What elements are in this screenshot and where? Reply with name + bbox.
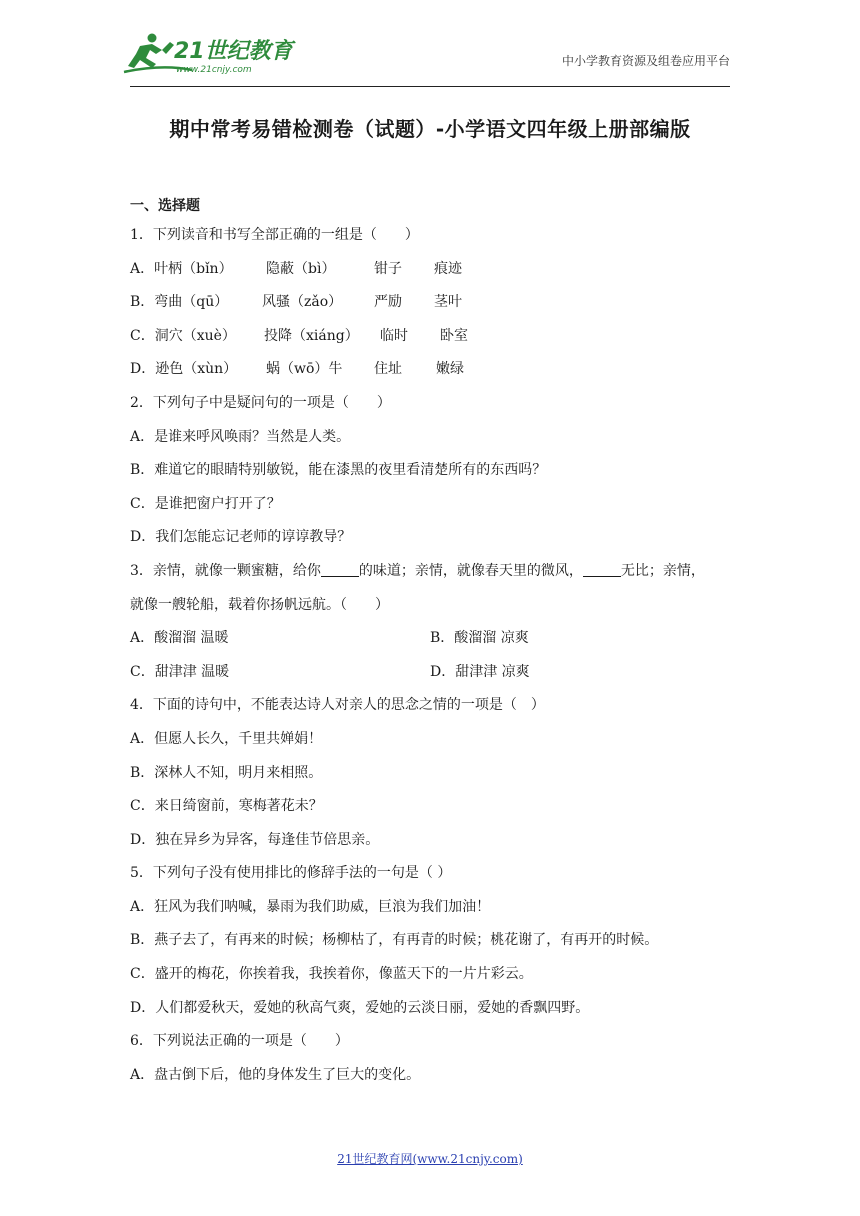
question-3-option-d[interactable]: D．甜津津 凉爽 xyxy=(430,663,530,680)
question-5-stem: 5．下列句子没有使用排比的修辞手法的一句是（ ） xyxy=(130,865,452,882)
question-3-stem-line-2: 就像一艘轮船，载着你扬帆远航。（ ） xyxy=(130,596,389,613)
option-text: 卧室 xyxy=(440,327,468,344)
question-3-text: 的味道；亲情，就像春天里的微风， xyxy=(358,562,583,579)
option-text: A．叶柄（bǐn） xyxy=(130,260,233,277)
option-text: 嫩绿 xyxy=(436,361,464,378)
option-text: 严励 xyxy=(374,294,402,311)
question-5-option-d[interactable]: D．人们都爱秋天，爱她的秋高气爽，爱她的云淡日丽，爱她的香飘四野。 xyxy=(130,999,590,1016)
question-6-stem: 6．下列说法正确的一项是（ ） xyxy=(130,1033,349,1050)
question-1-option-d[interactable] xyxy=(130,353,732,387)
option-text: 钳子 xyxy=(374,260,402,277)
answer-blank[interactable] xyxy=(321,562,359,577)
option-text: B．弯曲（qū） xyxy=(130,294,229,311)
question-3-option-c[interactable]: C．甜津津 温暖 xyxy=(130,663,230,680)
question-1-stem: 1．下列读音和书写全部正确的一组是（ ） xyxy=(130,227,419,243)
option-text: 风骚（zǎo） xyxy=(262,294,343,311)
question-3-text: 无比；亲情， xyxy=(620,562,705,579)
option-text: 住址 xyxy=(374,361,402,378)
question-2-stem: 2．下列句子中是疑问句的一项是（ ） xyxy=(130,394,391,411)
header-divider xyxy=(130,86,730,87)
option-text: 投降（xiáng） xyxy=(264,327,359,344)
question-5-option-b[interactable]: B．燕子去了，有再来的时候；杨柳枯了，有再青的时候；桃花谢了，有再开的时候。 xyxy=(130,932,659,949)
exam-content xyxy=(130,193,732,1092)
option-text: D．逊色（xùn） xyxy=(130,361,238,378)
question-2-option-c[interactable]: C．是谁把窗户打开了？ xyxy=(130,495,281,512)
question-4-option-b[interactable]: B．深林人不知，明月来相照。 xyxy=(130,764,323,781)
question-3-options-row-2 xyxy=(130,656,732,690)
footer-link[interactable]: 21世纪教育网(www.21cnjy.com) xyxy=(337,1152,523,1166)
question-5-option-c[interactable]: C．盛开的梅花，你挨着我，我挨着你，像蓝天下的一片片彩云。 xyxy=(130,966,533,983)
option-text: 隐蔽（bì） xyxy=(266,260,336,277)
question-3-stem-line-1 xyxy=(130,555,732,589)
option-text: 痕迹 xyxy=(434,260,462,277)
page-header xyxy=(130,26,730,86)
question-4-stem: 4．下面的诗句中，不能表达诗人对亲人的思念之情的一项是（ ） xyxy=(130,697,545,714)
question-1-option-c[interactable] xyxy=(130,320,732,354)
site-logo[interactable] xyxy=(122,28,302,78)
question-6-option-a[interactable]: A．盘古倒下后，他的身体发生了巨大的变化。 xyxy=(130,1066,421,1083)
question-5-option-a[interactable]: A．狂风为我们呐喊，暴雨为我们助威，巨浪为我们加油！ xyxy=(130,898,491,915)
question-3-option-b[interactable]: B．酸溜溜 凉爽 xyxy=(430,630,529,647)
question-1-option-a[interactable] xyxy=(130,253,732,287)
answer-blank[interactable] xyxy=(583,562,621,577)
page-title: 期中常考易错检测卷（试题）-小学语文四年级上册部编版 xyxy=(169,117,691,141)
platform-slogan: 中小学教育资源及组卷应用平台 xyxy=(561,54,730,68)
question-3-text: 3．亲情，就像一颗蜜糖，给你 xyxy=(130,562,321,579)
question-4-option-c[interactable]: C．来日绮窗前，寒梅著花未？ xyxy=(130,798,323,815)
question-2-option-d[interactable]: D．我们怎能忘记老师的谆谆教导？ xyxy=(130,529,352,546)
question-4-option-a[interactable]: A．但愿人长久，千里共婵娟！ xyxy=(130,730,323,747)
logo-wordmark: 21世纪教育 xyxy=(174,39,293,64)
question-2-option-b[interactable]: B．难道它的眼睛特别敏锐，能在漆黑的夜里看清楚所有的东西吗？ xyxy=(130,462,547,479)
logo-url: www.21cnjy.com xyxy=(176,65,252,75)
option-text: 茎叶 xyxy=(434,294,462,311)
question-4-option-d[interactable]: D．独在异乡为异客，每逢佳节倍思亲。 xyxy=(130,831,380,848)
question-3-options-row-1 xyxy=(130,622,732,656)
runner-logo-icon xyxy=(122,28,302,78)
option-text: C．洞穴（xuè） xyxy=(130,327,236,344)
section-heading: 一、选择题 xyxy=(130,198,200,214)
question-1-option-b[interactable] xyxy=(130,286,732,320)
question-3-option-a[interactable]: A．酸溜溜 温暖 xyxy=(130,630,229,647)
option-text: 临时 xyxy=(380,327,408,344)
question-2-option-a[interactable]: A．是谁来呼风唤雨？当然是人类。 xyxy=(130,428,351,445)
option-text: 蜗（wō）牛 xyxy=(266,361,343,378)
